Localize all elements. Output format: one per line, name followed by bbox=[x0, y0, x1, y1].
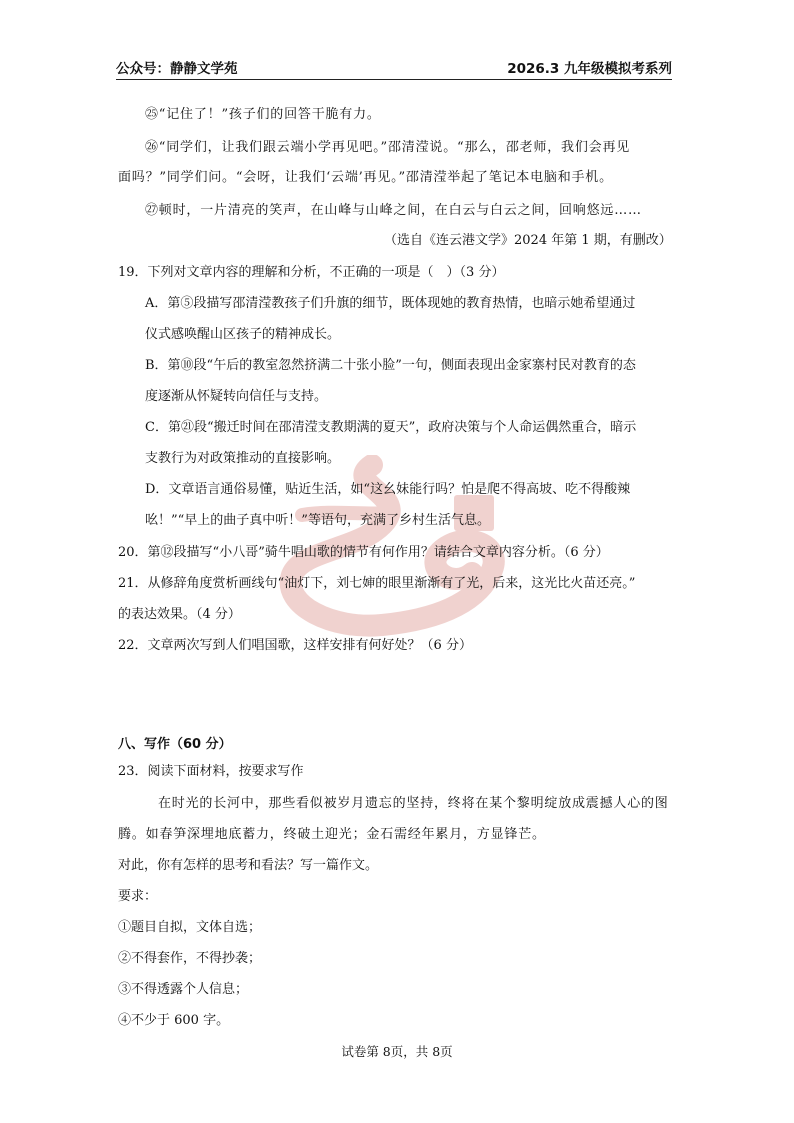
requirement-4: ④不少于 600 字。 bbox=[118, 1013, 230, 1028]
story-paragraph-25: ㉕“记住了！”孩子们的回答干脆有力。 bbox=[145, 107, 381, 122]
question-19-option-d-line2: 吆！”“早上的曲子真中听！”等语句，充满了乡村生活气息。 bbox=[145, 513, 490, 528]
question-19: 19．下列对文章内容的理解和分析，不正确的一项是（ ）（3 分） bbox=[118, 265, 505, 280]
question-19-option-c-line2: 支教行为对政策推动的直接影响。 bbox=[145, 451, 341, 466]
question-23: 23．阅读下面材料，按要求写作 bbox=[118, 764, 304, 779]
story-paragraph-26-line2: 面吗？”同学们问。“会呀，让我们‘云端’再见。”邵清滢举起了笔记本电脑和手机。 bbox=[118, 170, 613, 185]
question-19-option-a-line2: 仪式感唤醒山区孩子的精神成长。 bbox=[145, 327, 341, 342]
requirement-2: ②不得套作，不得抄袭； bbox=[118, 951, 262, 966]
question-19-option-b-line2: 度逐渐从怀疑转向信任与支持。 bbox=[145, 389, 328, 404]
page-footer: 试卷第 8页，共 8页 bbox=[341, 1044, 453, 1059]
story-paragraph-27: ㉗顿时，一片清亮的笑声，在山峰与山峰之间，在白云与白云之间，回响悠远…… bbox=[145, 203, 642, 218]
question-19-option-c-line1: C．第㉑段“搬迁时间在邵清滢支教期满的夏天”，政府决策与个人命运偶然重合，暗示 bbox=[145, 420, 637, 435]
header-right: 2026.3 九年级模拟考系列 bbox=[507, 61, 672, 77]
question-22: 22．文章两次写到人们唱国歌，这样安排有何好处？（6 分） bbox=[118, 638, 472, 653]
question-21-line2: 的表达效果。（4 分） bbox=[118, 607, 241, 622]
writing-section-title: 八、写作（60 分） bbox=[118, 737, 232, 752]
question-19-option-d-line1: D．文章语言通俗易懂，贴近生活，如“这幺妹能行吗？怕是爬不得高坡、吃不得酸辣 bbox=[145, 482, 631, 497]
requirements-title: 要求： bbox=[118, 889, 158, 904]
source-citation: （选自《连云港文学》2024 年第 1 期，有删改） bbox=[384, 233, 672, 248]
requirement-3: ③不得透露个人信息； bbox=[118, 982, 249, 997]
header-left: 公众号：静静文学苑 bbox=[116, 61, 238, 77]
story-paragraph-26-line1: ㉖“同学们，让我们跟云端小学再见吧。”邵清滢说。“那么，邵老师，我们会再见 bbox=[145, 140, 631, 155]
question-21-line1: 21．从修辞角度赏析画线句“油灯下，刘七婶的眼里渐渐有了光，后来，这光比火苗还亮。” bbox=[118, 576, 636, 591]
question-19-option-a-line1: A．第⑤段描写邵清滢教孩子们升旗的细节，既体现她的教育热情，也暗示她希望通过 bbox=[145, 296, 636, 311]
writing-prompt: 对此，你有怎样的思考和看法？写一篇作文。 bbox=[118, 858, 379, 873]
page-header bbox=[116, 57, 672, 80]
material-line1: 在时光的长河中，那些看似被岁月遗忘的坚持，终将在某个黎明绽放成震撼人心的图 bbox=[158, 796, 669, 811]
question-19-option-b-line1: B．第⑩段“午后的教室忽然挤满二十张小脸”一句，侧面表现出金家寨村民对教育的态 bbox=[145, 358, 636, 373]
material-line2: 腾。如春笋深埋地底蓄力，终破土迎光；金石需经年累月，方显锋芒。 bbox=[118, 827, 546, 842]
question-20: 20．第⑫段描写“小八哥”骑牛唱山歌的情节有何作用？请结合文章内容分析。（6 分） bbox=[118, 545, 609, 560]
requirement-1: ①题目自拟，文体自选； bbox=[118, 920, 262, 935]
